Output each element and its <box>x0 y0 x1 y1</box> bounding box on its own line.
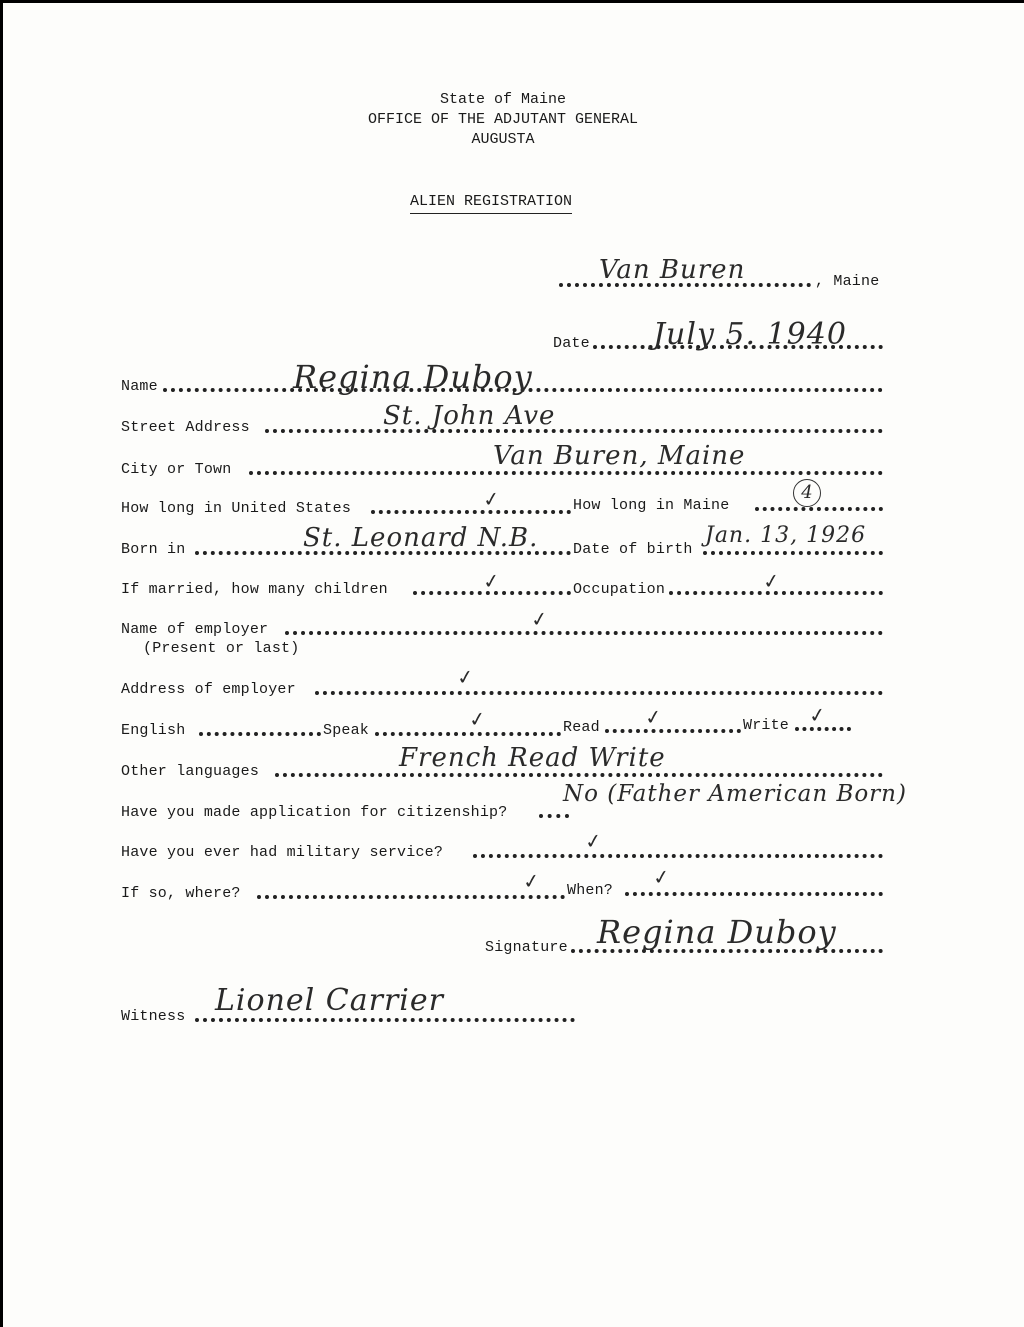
employer-address-dots <box>315 691 883 695</box>
employer-address-label: Address of employer <box>121 681 296 698</box>
dob-label: Date of birth <box>573 541 693 558</box>
military-label: Have you ever had military service? <box>121 844 444 861</box>
write-dots <box>795 727 851 731</box>
children-value: ✓ <box>481 567 502 595</box>
when-label: When? <box>567 882 614 899</box>
children-label: If married, how many children <box>121 581 388 598</box>
signature-label: Signature <box>485 939 568 956</box>
other-languages-dots <box>275 773 883 777</box>
name-label: Name <box>121 378 158 395</box>
citizenship-dots <box>539 814 569 818</box>
employer-label: Name of employer <box>121 621 269 638</box>
born-in-label: Born in <box>121 541 186 558</box>
read-dots <box>605 729 741 733</box>
header-office: OFFICE OF THE ADJUTANT GENERAL <box>367 111 639 128</box>
name-value: Regina Duboy <box>293 358 533 396</box>
street-label: Street Address <box>121 419 250 436</box>
dob-value: Jan. 13, 1926 <box>705 523 867 548</box>
city-value: Van Buren, Maine <box>493 441 746 471</box>
where-value: ✓ <box>521 867 542 895</box>
header-city: AUGUSTA <box>471 131 535 148</box>
military-dots <box>473 854 883 858</box>
street-value: St. John Ave <box>383 401 556 431</box>
witness-value: Lionel Carrier <box>215 983 444 1018</box>
dob-dots <box>703 551 883 555</box>
how-long-us-dots <box>371 510 571 514</box>
english-dots <box>199 732 321 736</box>
employer-address-value: ✓ <box>455 663 476 691</box>
where-label: If so, where? <box>121 885 241 902</box>
place-handwritten: Van Buren <box>599 255 746 285</box>
occupation-label: Occupation <box>573 581 666 598</box>
header-state: State of Maine <box>439 91 567 108</box>
street-dots <box>265 429 883 433</box>
where-dots <box>257 895 565 899</box>
citizenship-label: Have you made application for citizenship? <box>121 804 508 821</box>
how-long-us-value: ✓ <box>481 485 502 513</box>
write-value: ✓ <box>807 701 828 729</box>
how-long-us-label: How long in United States <box>121 500 352 517</box>
speak-label: Speak <box>323 722 370 739</box>
employer-sublabel: (Present or last) <box>143 640 300 657</box>
city-label: City or Town <box>121 461 232 478</box>
date-handwritten: July 5. 1940 <box>653 317 847 352</box>
witness-dots <box>195 1018 575 1022</box>
military-value: ✓ <box>583 827 604 855</box>
speak-dots <box>375 732 561 736</box>
employer-value: ✓ <box>529 605 550 633</box>
form-title: ALIEN REGISTRATION <box>410 193 572 214</box>
other-languages-label: Other languages <box>121 763 260 780</box>
how-long-maine-value: 4 <box>793 479 821 507</box>
citizenship-value: No (Father American Born) <box>563 781 907 807</box>
english-label: English <box>121 722 186 739</box>
witness-label: Witness <box>121 1008 186 1025</box>
occupation-value: ✓ <box>761 567 782 595</box>
other-languages-value: French Read Write <box>399 743 666 773</box>
how-long-maine-dots <box>755 507 883 511</box>
city-dots <box>249 471 883 475</box>
signature-value: Regina Duboy <box>597 913 837 951</box>
when-dots <box>625 892 883 896</box>
employer-dots <box>285 631 883 635</box>
speak-value: ✓ <box>467 705 488 733</box>
write-label: Write <box>743 717 790 734</box>
place-suffix: , Maine <box>815 273 880 290</box>
when-value: ✓ <box>651 863 672 891</box>
read-label: Read <box>563 719 600 736</box>
read-value: ✓ <box>643 703 664 731</box>
date-label: Date <box>553 335 590 352</box>
born-in-value: St. Leonard N.B. <box>303 523 539 553</box>
how-long-maine-label: How long in Maine <box>573 497 730 514</box>
